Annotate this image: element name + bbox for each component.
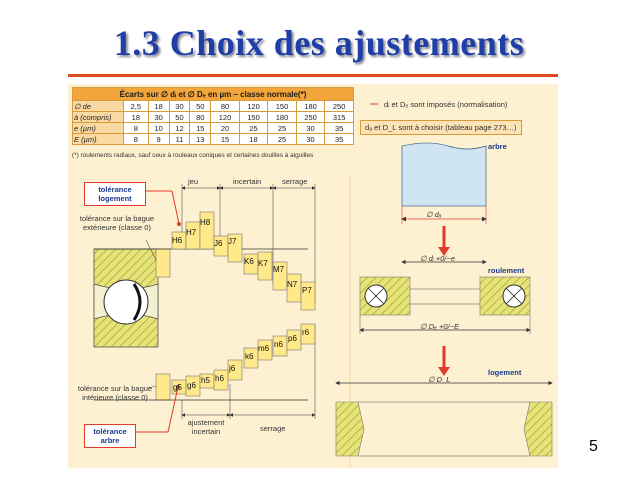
table-row: ∅ de 2,5 18 30 50 80 120 150 180 250 xyxy=(73,101,354,112)
label-tolerance-arbre: tolérance arbre xyxy=(84,424,136,448)
fit-label: n6 xyxy=(274,340,283,349)
page-number: 5 xyxy=(589,438,598,455)
fit-label: h6 xyxy=(215,374,224,383)
fit-label: m6 xyxy=(258,344,270,353)
fit-label: H7 xyxy=(186,228,197,237)
fit-label: K7 xyxy=(258,259,268,268)
deviation-table xyxy=(72,87,354,145)
table-row: à (compris) 18 30 50 80 120 150 180 250 315 xyxy=(73,112,354,123)
fit-label: H8 xyxy=(200,218,211,227)
shaft-drawing xyxy=(402,143,486,224)
fit-label: K6 xyxy=(244,257,254,266)
dim-de: ∅ Dₑ +0/−E xyxy=(420,322,460,331)
label-roulement: roulement xyxy=(488,266,525,275)
label-tolerance-logement: tolérance logement xyxy=(84,182,146,206)
label-serrage-bottom: serrage xyxy=(260,424,286,433)
table-header: Écarts sur ∅ dᵢ et ∅ Dₑ en µm – classe normale(*) xyxy=(73,88,354,101)
label-ajustement-incertain: ajustement incertain xyxy=(187,418,225,436)
fit-label: H6 xyxy=(172,236,183,245)
table-row: E (µm) 8 9 11 13 15 18 25 30 35 xyxy=(73,134,354,145)
fit-selection-figure xyxy=(68,84,558,468)
dim-dl: ∅ D_L xyxy=(428,375,451,384)
slide-title: 1.3 Choix des ajustements xyxy=(113,23,525,63)
fit-label: p6 xyxy=(288,334,297,343)
label-logement: logement xyxy=(488,368,522,377)
fit-label: k6 xyxy=(245,352,254,361)
dim-da: ∅ dₐ xyxy=(426,210,442,219)
fit-label: r6 xyxy=(302,328,310,337)
fit-label: g5 xyxy=(173,383,182,392)
label-arbre: arbre xyxy=(488,142,507,151)
label-incertain-top: incertain xyxy=(233,177,262,186)
title-underline xyxy=(68,74,558,77)
fit-label: M7 xyxy=(273,265,285,274)
housing-drawing xyxy=(336,383,552,456)
label-jeu: jeu xyxy=(188,177,199,186)
table-row: e (µm) 8 10 12 15 20 25 25 30 35 xyxy=(73,123,354,134)
fit-label: J6 xyxy=(214,239,223,248)
fit-label: P7 xyxy=(302,286,312,295)
dim-di: ∅ dᵢ +0/−e xyxy=(420,254,455,263)
label-serrage-top: serrage xyxy=(282,177,308,186)
fit-label: N7 xyxy=(287,280,298,289)
fit-label: j6 xyxy=(229,364,236,373)
fit-label: J7 xyxy=(228,237,237,246)
fit-label: h5 xyxy=(201,376,210,385)
note-imposed: dᵢ et Dₑ sont imposés (normalisation) xyxy=(384,100,508,109)
label-bague-interieure: tolérance sur la bague intérieure (classe 0) xyxy=(77,384,153,402)
table-footnote: (*) roulements radiaux, sauf ceux à rouleaux coniques et certaines douilles à aiguilles xyxy=(72,152,314,159)
note-to-choose: dₐ et D_L sont à choisir (tableau page 273…) xyxy=(360,120,522,135)
label-bague-exterieure: tolérance sur la bague extérieure (classe 0) xyxy=(79,214,155,232)
fit-label: g6 xyxy=(187,381,196,390)
bearing-section xyxy=(94,249,170,400)
